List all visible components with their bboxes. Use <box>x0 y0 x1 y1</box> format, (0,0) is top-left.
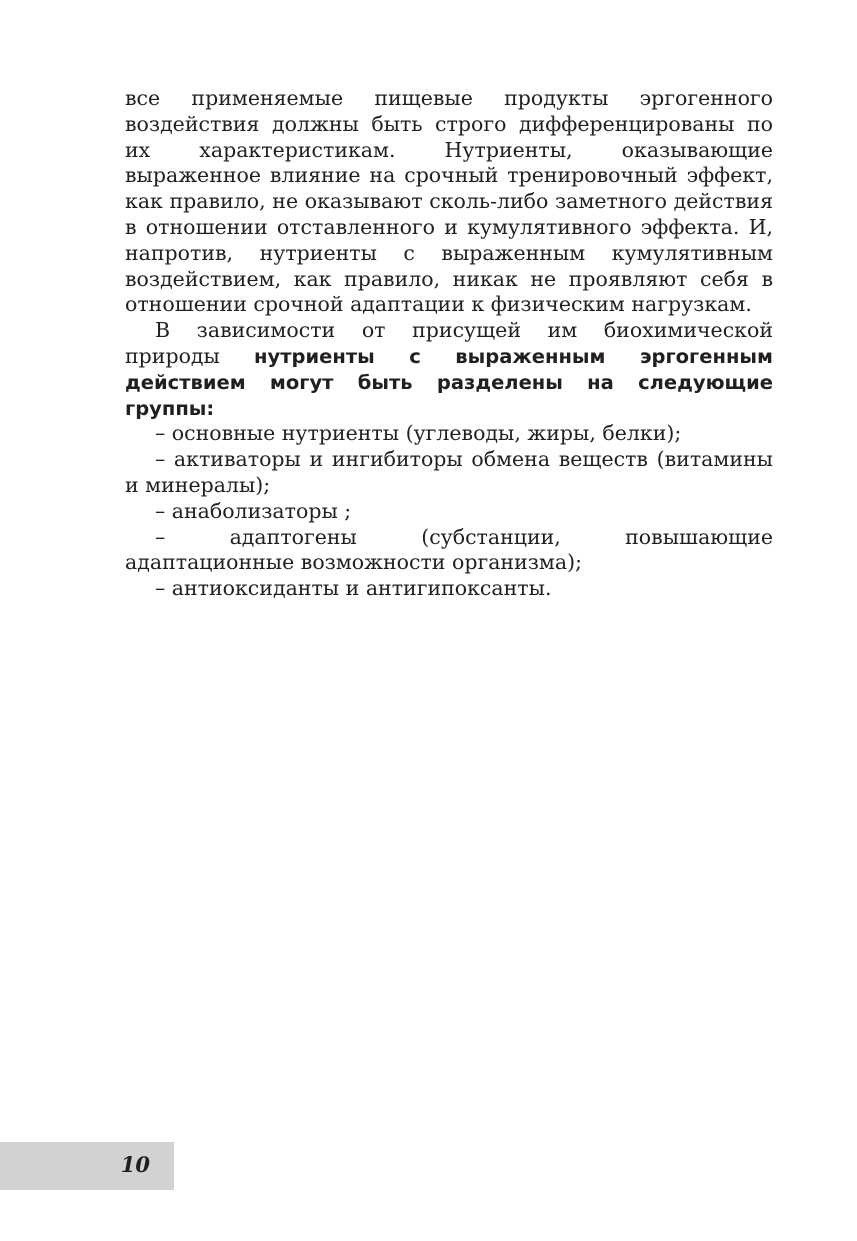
list-item: – адаптогены (субстанции, повышающие адаптационные возможности организма); <box>125 524 773 575</box>
page-number: 10 <box>120 1152 150 1177</box>
list-item: – анаболизаторы ; <box>155 498 352 523</box>
list-item: – антиоксиданты и антигипоксанты. <box>155 576 552 601</box>
main-text <box>125 86 773 602</box>
paragraph-2 <box>125 318 773 421</box>
paragraph-1: все применяемые пищевые продукты эргогенного воздействия должны быть строго дифференцированы по их характеристикам. Нутриенты, оказывающие выраженное влияние на срочный тренировочный эффект, как правило, не оказывают сколь-либо заметного действия в отношении отставленного и кумулятивного эффекта. И, напротив, нутриенты с выраженным кумулятивным воздействием, как правило, никак не проявляют себя в отношении срочной адаптации к физическим нагрузкам. <box>125 86 773 317</box>
paragraph-2-bold: нутриенты с выраженным эргогенным действием могут быть разделены на следующие группы: <box>125 344 773 420</box>
list-item: – активаторы и ингибиторы обмена веществ (витамины и минералы); <box>125 447 773 497</box>
paragraph-2-intro: В зависимости от присущей им биохимической природы <box>125 318 773 368</box>
list-item: – основные нутриенты (углеводы, жиры, белки); <box>155 421 682 446</box>
page-number-box <box>0 1142 174 1190</box>
